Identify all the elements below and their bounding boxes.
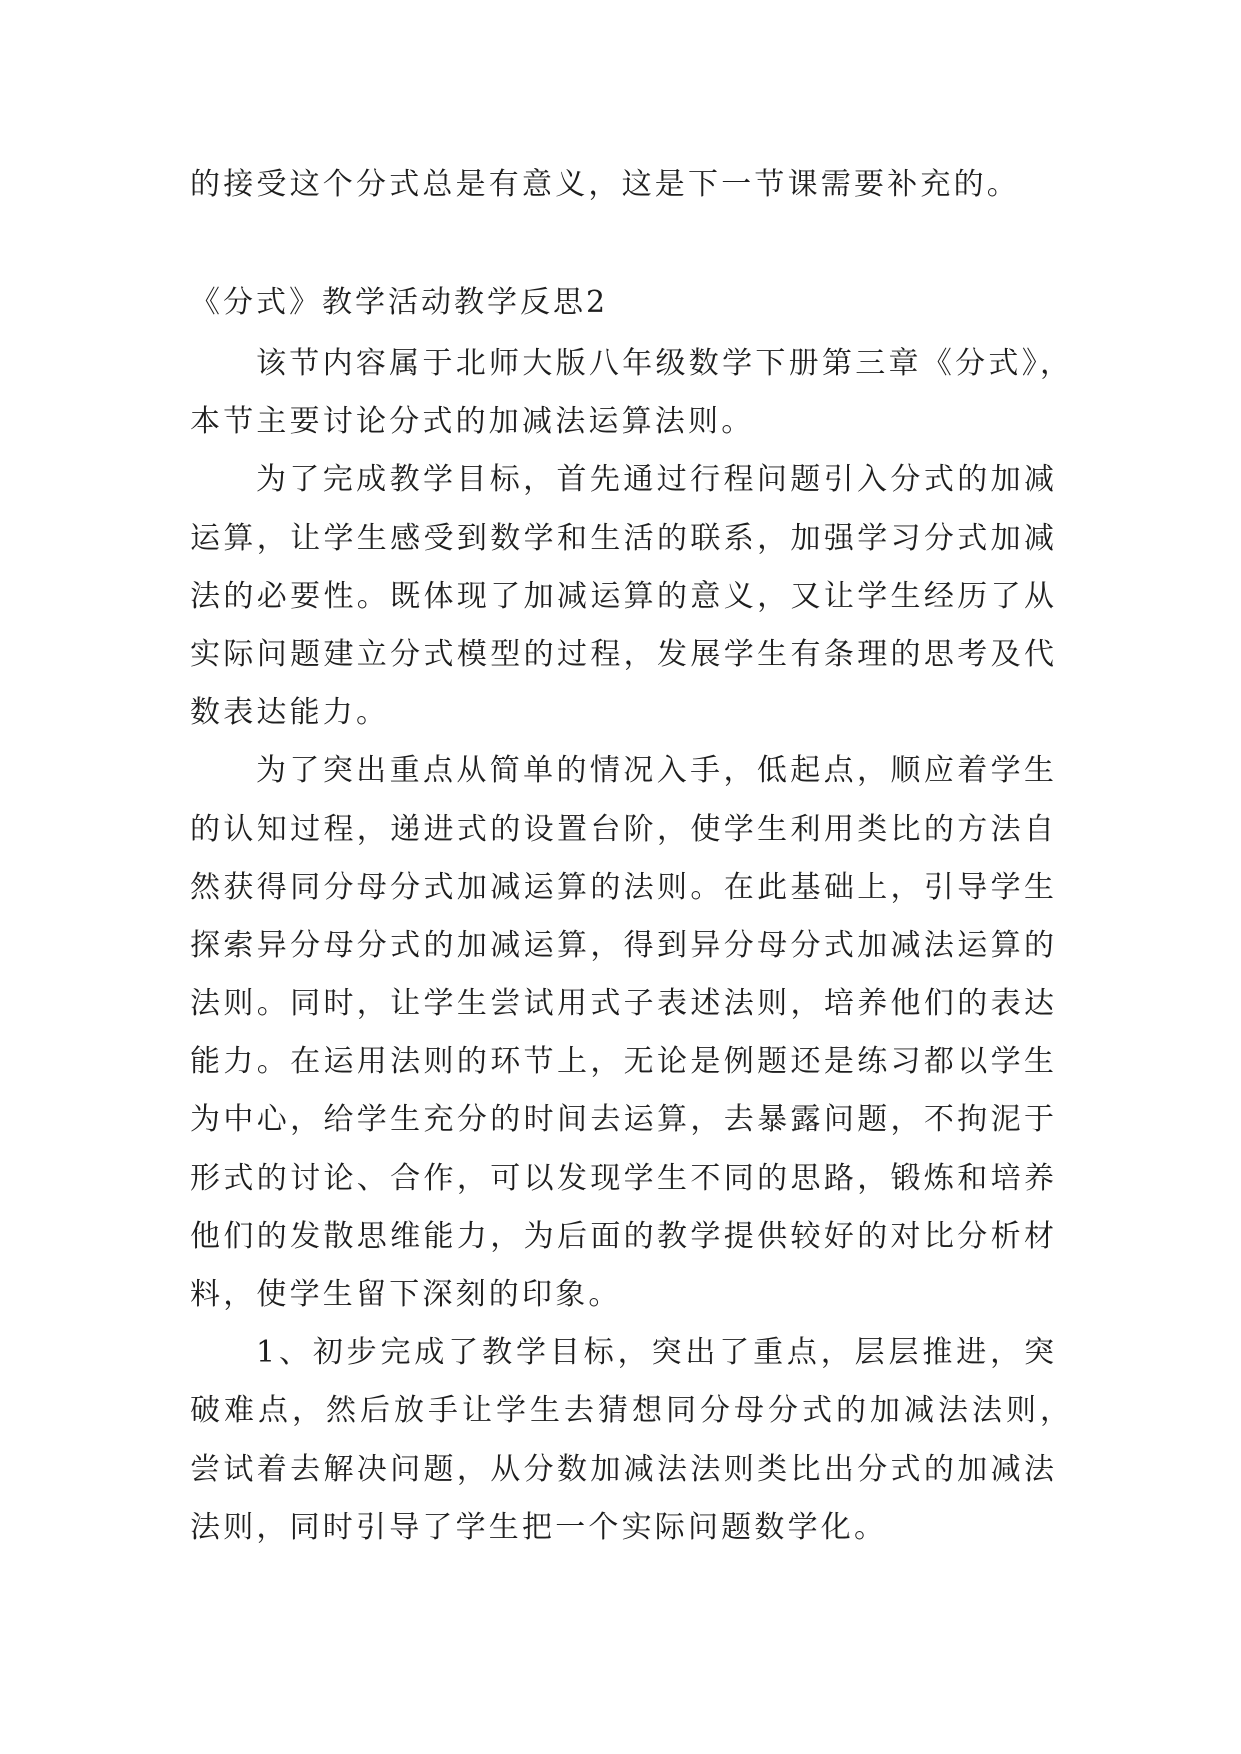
- text-line: 破难点，然后放手让学生去猜想同分母分式的加减法法则，: [190, 1393, 1070, 1429]
- paragraph: [190, 742, 1054, 1324]
- text-line: 为了完成教学目标，首先通过行程问题引入分式的加减: [256, 462, 1054, 498]
- text-line: 数表达能力。: [190, 695, 390, 731]
- paragraph: [190, 451, 1054, 742]
- text-line: 法的必要性。既体现了加减运算的意义，又让学生经历了从: [190, 578, 1054, 614]
- section-heading: 《分式》教学活动教学反思2: [190, 285, 609, 320]
- section-body: [190, 335, 1070, 1557]
- text-line: 他们的发散思维能力，为后面的教学提供较好的对比分析材: [190, 1218, 1054, 1254]
- paragraph: [190, 1324, 1070, 1557]
- section-heading-wrap: [190, 274, 1054, 332]
- paragraph: [190, 335, 1070, 451]
- continued-paragraph: [190, 156, 1054, 214]
- text-line: 形式的讨论、合作，可以发现学生不同的思路，锻炼和培养: [190, 1160, 1054, 1196]
- text-line: 运算，让学生感受到数学和生活的联系，加强学习分式加减: [190, 520, 1054, 556]
- text-line: 尝试着去解决问题，从分数加减法法则类比出分式的加减法: [190, 1451, 1054, 1487]
- text-line: 实际问题建立分式模型的过程，发展学生有条理的思考及代: [190, 636, 1054, 672]
- text-line: 的认知过程，递进式的设置台阶，使学生利用类比的方法自: [190, 811, 1054, 847]
- text-line: 该节内容属于北师大版八年级数学下册第三章《分式》，: [256, 346, 1070, 381]
- text-line: 能力。在运用法则的环节上，无论是例题还是练习都以学生: [190, 1044, 1054, 1080]
- text-line: 然获得同分母分式加减运算的法则。在此基础上，引导学生: [190, 869, 1054, 905]
- text-line: 料，使学生留下深刻的印象。: [190, 1277, 622, 1312]
- text-line: 本节主要讨论分式的加减法运算法则。: [190, 404, 755, 440]
- text-line: 1、初步完成了教学目标，突出了重点，层层推进，突: [256, 1335, 1054, 1371]
- text-line: 的接受这个分式总是有意义，这是下一节课需要补充的。: [190, 167, 1020, 202]
- text-line: 法则，同时引导了学生把一个实际问题数学化。: [190, 1509, 888, 1545]
- text-line: 法则。同时，让学生尝试用式子表述法则，培养他们的表达: [190, 986, 1054, 1022]
- text-line: 为了突出重点从简单的情况入手，低起点，顺应着学生: [256, 753, 1054, 789]
- text-line: 为中心，给学生充分的时间去运算，去暴露问题，不拘泥于: [190, 1102, 1054, 1138]
- text-line: 探索异分母分式的加减运算，得到异分母分式加减法运算的: [190, 927, 1054, 963]
